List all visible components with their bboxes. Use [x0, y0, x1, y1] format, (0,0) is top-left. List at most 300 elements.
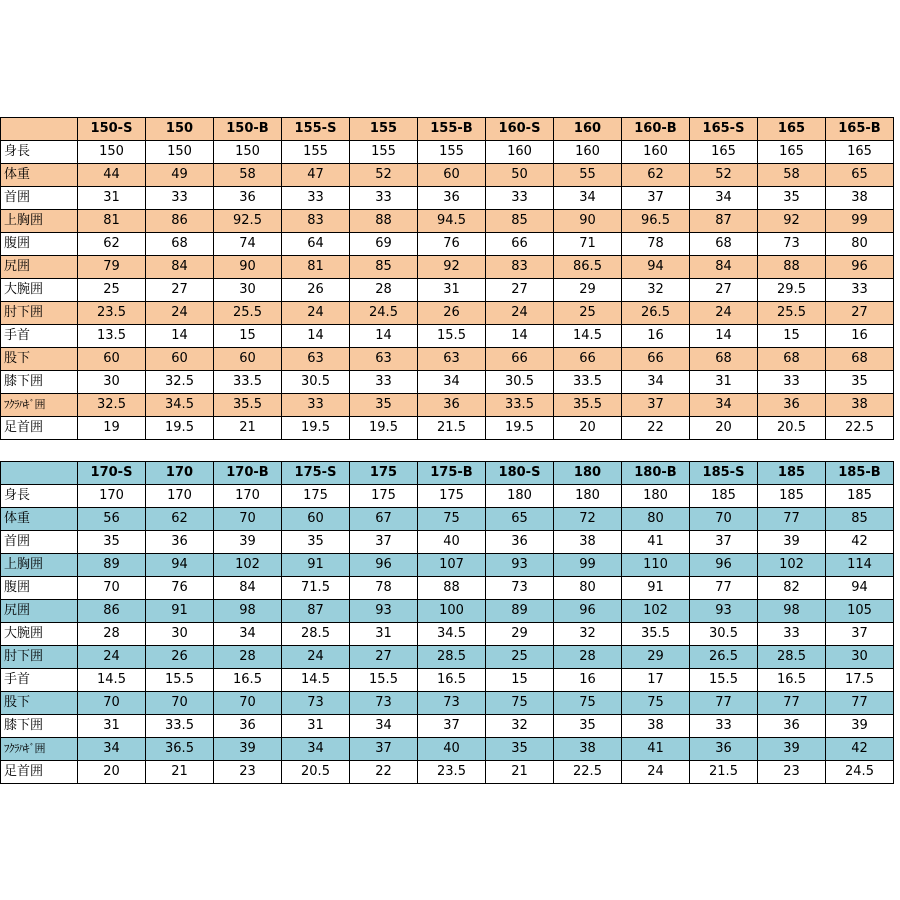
measurement-value: 96 [554, 600, 622, 623]
measurement-value: 35 [350, 394, 418, 417]
measurement-value: 52 [350, 164, 418, 187]
measurement-value: 155 [350, 141, 418, 164]
measurement-value: 66 [554, 348, 622, 371]
measurement-value: 14 [486, 325, 554, 348]
measurement-row [1, 761, 894, 784]
measurement-value: 30.5 [690, 623, 758, 646]
measurement-value: 15.5 [350, 669, 418, 692]
measurement-value: 91 [146, 600, 214, 623]
measurement-value: 92 [758, 210, 826, 233]
measurement-row [1, 164, 894, 187]
measurement-value: 47 [282, 164, 350, 187]
measurement-value: 31 [78, 187, 146, 210]
measurement-value: 35 [78, 531, 146, 554]
measurement-value: 71 [554, 233, 622, 256]
measurement-value: 35.5 [554, 394, 622, 417]
measurement-value: 58 [758, 164, 826, 187]
measurement-value: 89 [78, 554, 146, 577]
measurement-value: 70 [78, 692, 146, 715]
measurement-value: 35.5 [214, 394, 282, 417]
measurement-value: 34 [622, 371, 690, 394]
size-header-cell: 185 [758, 462, 826, 485]
measurement-value: 14 [350, 325, 418, 348]
measurement-value: 77 [758, 692, 826, 715]
measurement-value: 36 [758, 394, 826, 417]
size-header-cell: 160 [554, 118, 622, 141]
measurement-value: 35.5 [622, 623, 690, 646]
measurement-value: 28 [214, 646, 282, 669]
size-header-cell: 175-B [418, 462, 486, 485]
measurement-value: 160 [554, 141, 622, 164]
measurement-value: 33 [486, 187, 554, 210]
measurement-value: 89 [486, 600, 554, 623]
measurement-label: 股下 [1, 692, 78, 715]
measurement-value: 68 [826, 348, 894, 371]
measurement-label: 首囲 [1, 531, 78, 554]
measurement-value: 33 [350, 371, 418, 394]
measurement-value: 96 [826, 256, 894, 279]
size-header-row [1, 118, 894, 141]
measurement-value: 30 [826, 646, 894, 669]
measurement-value: 27 [350, 646, 418, 669]
measurement-value: 49 [146, 164, 214, 187]
measurement-value: 36 [146, 531, 214, 554]
measurement-value: 29 [554, 279, 622, 302]
measurement-value: 23.5 [78, 302, 146, 325]
measurement-value: 75 [418, 508, 486, 531]
measurement-value: 28 [350, 279, 418, 302]
measurement-value: 30.5 [486, 371, 554, 394]
measurement-label: 手首 [1, 325, 78, 348]
measurement-value: 34.5 [146, 394, 214, 417]
measurement-value: 14.5 [554, 325, 622, 348]
measurement-value: 94 [146, 554, 214, 577]
measurement-label: 大腕囲 [1, 279, 78, 302]
measurement-value: 160 [486, 141, 554, 164]
size-header-cell: 185-S [690, 462, 758, 485]
measurement-label: 足首囲 [1, 761, 78, 784]
measurement-label: 上胸囲 [1, 210, 78, 233]
size-header-cell: 165-S [690, 118, 758, 141]
measurement-value: 33 [758, 371, 826, 394]
measurement-label: 上胸囲 [1, 554, 78, 577]
measurement-value: 99 [826, 210, 894, 233]
size-header-cell: 150-B [214, 118, 282, 141]
measurement-value: 77 [826, 692, 894, 715]
measurement-value: 81 [282, 256, 350, 279]
measurement-value: 16.5 [214, 669, 282, 692]
size-header-cell: 180-B [622, 462, 690, 485]
measurement-value: 150 [214, 141, 282, 164]
measurement-value: 98 [214, 600, 282, 623]
measurement-value: 155 [282, 141, 350, 164]
measurement-value: 28 [554, 646, 622, 669]
measurement-row [1, 508, 894, 531]
measurement-value: 37 [690, 531, 758, 554]
size-header-cell: 180 [554, 462, 622, 485]
size-header-cell: 170-S [78, 462, 146, 485]
measurement-value: 73 [758, 233, 826, 256]
measurement-value: 21 [146, 761, 214, 784]
measurement-value: 84 [690, 256, 758, 279]
measurement-value: 39 [214, 531, 282, 554]
measurement-value: 36 [214, 715, 282, 738]
measurement-value: 26 [282, 279, 350, 302]
measurement-value: 75 [622, 692, 690, 715]
measurement-value: 32.5 [78, 394, 146, 417]
measurement-value: 19 [78, 417, 146, 440]
measurement-value: 34 [554, 187, 622, 210]
measurement-value: 180 [486, 485, 554, 508]
measurement-value: 60 [214, 348, 282, 371]
measurement-value: 36 [418, 394, 486, 417]
measurement-value: 160 [622, 141, 690, 164]
measurement-value: 68 [690, 233, 758, 256]
measurement-label: 体重 [1, 508, 78, 531]
measurement-row [1, 394, 894, 417]
measurement-value: 16 [622, 325, 690, 348]
measurement-value: 25.5 [758, 302, 826, 325]
measurement-row [1, 485, 894, 508]
measurement-row [1, 417, 894, 440]
measurement-value: 25 [554, 302, 622, 325]
measurement-value: 38 [554, 531, 622, 554]
measurement-value: 98 [758, 600, 826, 623]
measurement-value: 38 [554, 738, 622, 761]
measurement-label: 尻囲 [1, 600, 78, 623]
measurement-value: 62 [622, 164, 690, 187]
measurement-value: 21 [486, 761, 554, 784]
measurement-value: 41 [622, 531, 690, 554]
measurement-value: 24 [146, 302, 214, 325]
measurement-value: 96 [690, 554, 758, 577]
measurement-value: 52 [690, 164, 758, 187]
measurement-value: 70 [214, 508, 282, 531]
measurement-value: 13.5 [78, 325, 146, 348]
measurement-value: 14.5 [282, 669, 350, 692]
measurement-value: 56 [78, 508, 146, 531]
measurement-value: 85 [350, 256, 418, 279]
measurement-label: ﾌｸﾗﾊｷﾞ囲 [1, 394, 78, 417]
corner-cell [1, 118, 78, 141]
measurement-value: 24 [282, 302, 350, 325]
measurement-label: 首囲 [1, 187, 78, 210]
measurement-value: 33.5 [214, 371, 282, 394]
measurement-value: 99 [554, 554, 622, 577]
measurement-value: 23 [214, 761, 282, 784]
measurement-value: 35 [826, 371, 894, 394]
measurement-value: 40 [418, 738, 486, 761]
measurement-value: 165 [690, 141, 758, 164]
measurement-value: 68 [690, 348, 758, 371]
measurement-value: 85 [486, 210, 554, 233]
measurement-value: 94.5 [418, 210, 486, 233]
measurement-value: 96 [350, 554, 418, 577]
measurement-value: 27 [146, 279, 214, 302]
measurement-value: 73 [486, 577, 554, 600]
measurement-value: 76 [146, 577, 214, 600]
measurement-value: 165 [758, 141, 826, 164]
measurement-value: 83 [486, 256, 554, 279]
measurement-value: 73 [282, 692, 350, 715]
measurement-value: 33.5 [486, 394, 554, 417]
measurement-label: 膝下囲 [1, 715, 78, 738]
measurement-value: 86 [146, 210, 214, 233]
measurement-value: 107 [418, 554, 486, 577]
measurement-value: 63 [282, 348, 350, 371]
measurement-value: 33 [146, 187, 214, 210]
measurement-value: 34 [78, 738, 146, 761]
size-header-cell: 160-S [486, 118, 554, 141]
measurement-row [1, 623, 894, 646]
measurement-value: 36 [690, 738, 758, 761]
measurement-row [1, 233, 894, 256]
measurement-value: 34.5 [418, 623, 486, 646]
measurement-value: 70 [146, 692, 214, 715]
measurement-value: 21.5 [690, 761, 758, 784]
measurement-value: 110 [622, 554, 690, 577]
measurement-value: 37 [350, 738, 418, 761]
measurement-value: 66 [486, 348, 554, 371]
measurement-value: 91 [282, 554, 350, 577]
measurement-value: 67 [350, 508, 418, 531]
measurement-value: 19.5 [282, 417, 350, 440]
measurement-value: 16.5 [418, 669, 486, 692]
measurement-value: 37 [622, 394, 690, 417]
measurement-value: 34 [350, 715, 418, 738]
measurement-value: 17.5 [826, 669, 894, 692]
measurement-value: 40 [418, 531, 486, 554]
measurement-row [1, 187, 894, 210]
measurement-value: 31 [418, 279, 486, 302]
measurement-value: 50 [486, 164, 554, 187]
measurement-value: 58 [214, 164, 282, 187]
measurement-value: 105 [826, 600, 894, 623]
measurement-value: 63 [418, 348, 486, 371]
measurement-value: 14 [282, 325, 350, 348]
measurement-value: 36.5 [146, 738, 214, 761]
measurement-value: 175 [282, 485, 350, 508]
measurement-value: 22.5 [554, 761, 622, 784]
measurement-value: 15 [758, 325, 826, 348]
measurement-value: 34 [282, 738, 350, 761]
measurement-value: 35 [758, 187, 826, 210]
measurement-value: 33 [350, 187, 418, 210]
measurement-value: 150 [146, 141, 214, 164]
measurement-value: 63 [350, 348, 418, 371]
measurement-value: 74 [214, 233, 282, 256]
measurement-value: 33 [826, 279, 894, 302]
measurement-value: 25.5 [214, 302, 282, 325]
size-header-cell: 150 [146, 118, 214, 141]
measurement-value: 20.5 [282, 761, 350, 784]
measurement-value: 77 [690, 577, 758, 600]
measurement-value: 21 [214, 417, 282, 440]
measurement-value: 42 [826, 738, 894, 761]
measurement-value: 39 [758, 531, 826, 554]
size-header-row [1, 462, 894, 485]
measurement-value: 30 [78, 371, 146, 394]
measurement-value: 33 [758, 623, 826, 646]
measurement-value: 38 [622, 715, 690, 738]
measurement-label: 股下 [1, 348, 78, 371]
size-header-cell: 180-S [486, 462, 554, 485]
measurement-value: 75 [554, 692, 622, 715]
measurement-value: 26 [418, 302, 486, 325]
measurement-value: 155 [418, 141, 486, 164]
measurement-label: 足首囲 [1, 417, 78, 440]
measurement-value: 35 [282, 531, 350, 554]
measurement-value: 29 [486, 623, 554, 646]
measurement-value: 19.5 [146, 417, 214, 440]
measurement-value: 15.5 [146, 669, 214, 692]
measurement-value: 24 [486, 302, 554, 325]
measurement-value: 19.5 [350, 417, 418, 440]
measurement-value: 77 [758, 508, 826, 531]
measurement-value: 64 [282, 233, 350, 256]
measurement-value: 15 [214, 325, 282, 348]
measurement-value: 91 [622, 577, 690, 600]
measurement-value: 80 [554, 577, 622, 600]
size-header-cell: 160-B [622, 118, 690, 141]
measurement-value: 90 [554, 210, 622, 233]
measurement-value: 24 [282, 646, 350, 669]
measurement-value: 102 [758, 554, 826, 577]
measurement-value: 88 [418, 577, 486, 600]
measurement-value: 39 [758, 738, 826, 761]
measurement-value: 62 [146, 508, 214, 531]
measurement-value: 180 [554, 485, 622, 508]
measurement-label: 手首 [1, 669, 78, 692]
measurement-value: 15.5 [690, 669, 758, 692]
measurement-row [1, 738, 894, 761]
measurement-label: 肘下囲 [1, 646, 78, 669]
measurement-value: 83 [282, 210, 350, 233]
measurement-value: 24.5 [826, 761, 894, 784]
measurement-row [1, 348, 894, 371]
measurement-value: 36 [758, 715, 826, 738]
measurement-value: 170 [146, 485, 214, 508]
measurement-value: 25 [78, 279, 146, 302]
measurement-row [1, 715, 894, 738]
measurement-value: 73 [350, 692, 418, 715]
measurement-value: 24 [690, 302, 758, 325]
size-header-cell: 150-S [78, 118, 146, 141]
measurement-value: 24 [78, 646, 146, 669]
measurement-value: 28 [78, 623, 146, 646]
measurement-value: 68 [758, 348, 826, 371]
measurement-row [1, 141, 894, 164]
measurement-value: 30 [146, 623, 214, 646]
measurement-value: 15.5 [418, 325, 486, 348]
measurement-value: 33 [282, 394, 350, 417]
measurement-value: 32 [486, 715, 554, 738]
measurement-value: 31 [690, 371, 758, 394]
measurement-label: 身長 [1, 141, 78, 164]
measurement-value: 88 [350, 210, 418, 233]
measurement-value: 170 [78, 485, 146, 508]
measurement-value: 78 [622, 233, 690, 256]
measurement-row [1, 600, 894, 623]
measurement-value: 93 [350, 600, 418, 623]
measurement-value: 150 [78, 141, 146, 164]
measurement-value: 185 [826, 485, 894, 508]
size-header-cell: 155-S [282, 118, 350, 141]
measurement-label: 膝下囲 [1, 371, 78, 394]
measurement-value: 100 [418, 600, 486, 623]
measurement-value: 14.5 [78, 669, 146, 692]
measurement-value: 23 [758, 761, 826, 784]
measurement-value: 102 [214, 554, 282, 577]
measurement-value: 66 [622, 348, 690, 371]
measurement-value: 28.5 [758, 646, 826, 669]
corner-cell [1, 462, 78, 485]
measurement-value: 16 [554, 669, 622, 692]
measurement-value: 93 [486, 554, 554, 577]
measurement-row [1, 554, 894, 577]
measurement-value: 71.5 [282, 577, 350, 600]
measurement-label: 尻囲 [1, 256, 78, 279]
measurement-value: 22.5 [826, 417, 894, 440]
measurement-value: 102 [622, 600, 690, 623]
measurement-value: 26 [146, 646, 214, 669]
measurement-value: 175 [418, 485, 486, 508]
measurement-value: 39 [826, 715, 894, 738]
measurement-label: 腹囲 [1, 233, 78, 256]
measurement-value: 24 [622, 761, 690, 784]
measurement-row [1, 531, 894, 554]
measurement-value: 69 [350, 233, 418, 256]
measurement-value: 72 [554, 508, 622, 531]
measurement-value: 73 [418, 692, 486, 715]
measurement-value: 94 [826, 577, 894, 600]
measurement-row [1, 325, 894, 348]
size-header-cell: 155 [350, 118, 418, 141]
size-header-cell: 175 [350, 462, 418, 485]
measurement-value: 94 [622, 256, 690, 279]
measurement-value: 20 [690, 417, 758, 440]
measurement-value: 62 [78, 233, 146, 256]
measurement-value: 39 [214, 738, 282, 761]
measurement-value: 37 [350, 531, 418, 554]
measurement-value: 30.5 [282, 371, 350, 394]
measurement-value: 87 [690, 210, 758, 233]
size-header-cell: 155-B [418, 118, 486, 141]
measurement-value: 44 [78, 164, 146, 187]
measurement-value: 34 [690, 394, 758, 417]
measurement-value: 31 [282, 715, 350, 738]
measurement-value: 32.5 [146, 371, 214, 394]
measurement-value: 68 [146, 233, 214, 256]
measurement-value: 35 [554, 715, 622, 738]
measurement-value: 60 [146, 348, 214, 371]
measurement-value: 31 [78, 715, 146, 738]
measurement-value: 76 [418, 233, 486, 256]
measurement-value: 23.5 [418, 761, 486, 784]
measurement-value: 35 [486, 738, 554, 761]
measurement-label: 大腕囲 [1, 623, 78, 646]
measurement-value: 92.5 [214, 210, 282, 233]
measurement-value: 19.5 [486, 417, 554, 440]
measurement-label: 肘下囲 [1, 302, 78, 325]
measurement-row [1, 646, 894, 669]
measurement-value: 86 [78, 600, 146, 623]
measurement-value: 27 [690, 279, 758, 302]
measurement-value: 70 [690, 508, 758, 531]
measurement-value: 33.5 [146, 715, 214, 738]
measurement-label: ﾌｸﾗﾊｷﾞ囲 [1, 738, 78, 761]
measurement-value: 33 [282, 187, 350, 210]
